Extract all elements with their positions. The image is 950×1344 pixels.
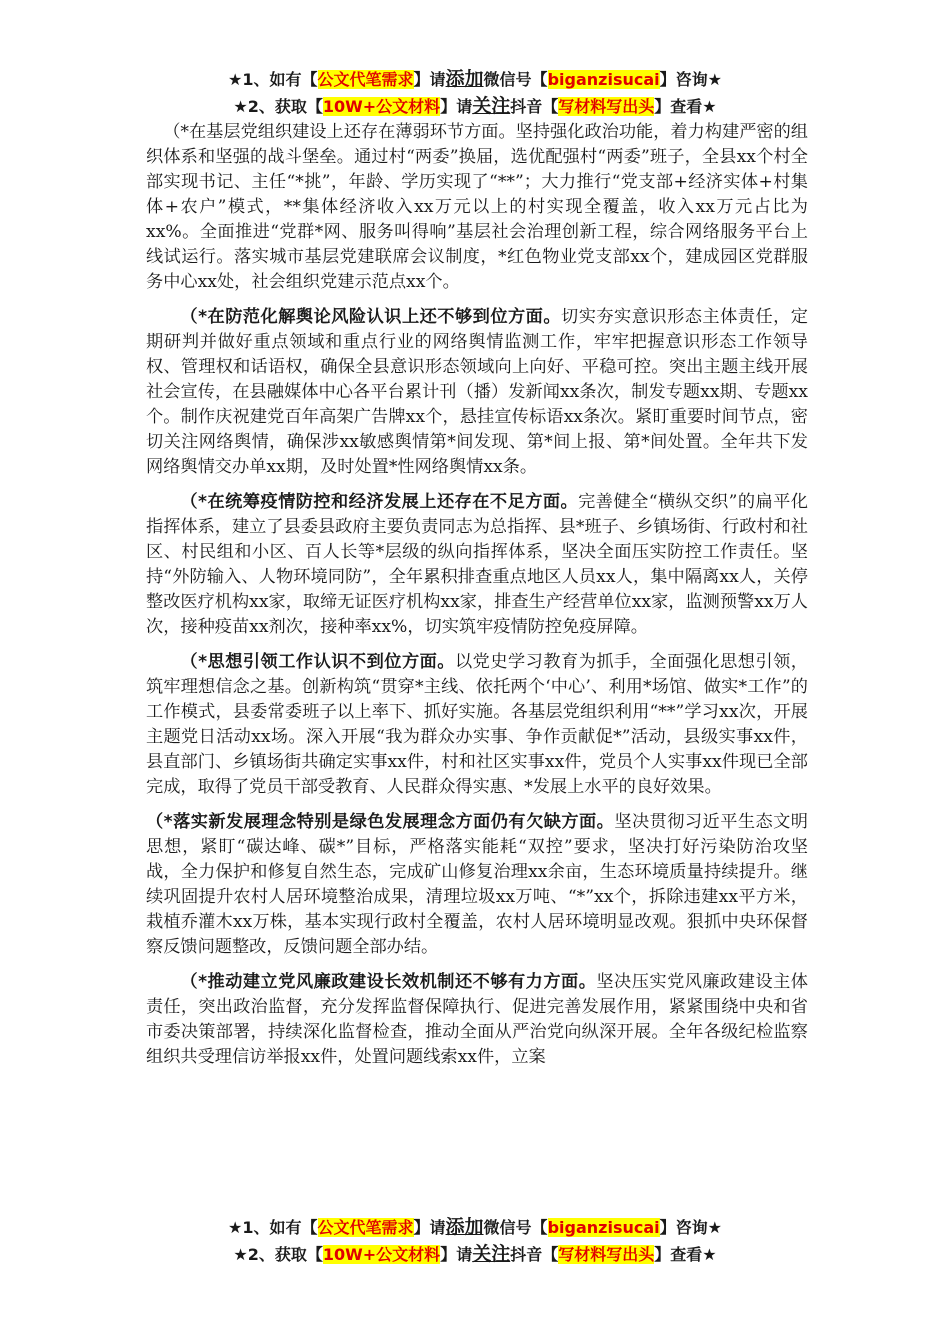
paragraph-heading: （*在统筹疫情防控和经济发展上还存在不足方面。 — [180, 492, 579, 512]
paragraph-heading: （*推动建立党风廉政建设长效机制还不够有力方面。 — [180, 972, 597, 992]
promo-line-1 — [0, 66, 950, 93]
promo-text: 】请 — [413, 1218, 446, 1237]
paragraph-text: 完善健全“横纵交织”的扁平化指挥体系，建立了县委县政府主要负责同志为总指挥、县*班子、乡镇场街、行政村和社区、村民组和小区、百人长等*层级的纵向指挥体系，坚决全面压实防控工作责任。坚持“外防输入、人物环境同防”，全年累积排查重点地区人员xx人，集中隔离xx人，关停整改医疗机构xx家，取缔无证医疗机构xx家，排查生产经营单位xx家，监测预警xx万人次，接种疫苗xx剂次，接种率xx%，切实筑牢疫情防控免疫屏障。 — [146, 492, 808, 637]
promo-text: 】咨询★ — [659, 1218, 722, 1237]
paragraph-5 — [146, 810, 808, 960]
promo-line-2 — [0, 1241, 950, 1268]
paragraph-text: 坚决压实党风廉政建设主体责任，突出政治监督，充分发挥监督保障执行、促进完善发展作用，紧紧围绕中央和省市委决策部署，持续深化监督检查，推动全面从严治党向纵深开展。全年各级纪检监察组织共受理信访举报xx件，处置问题线索xx件，立案 — [146, 972, 808, 1067]
promo-text: 】请 — [440, 1245, 473, 1264]
promo-text: 】请 — [413, 70, 446, 89]
promo-banner-top — [0, 66, 950, 120]
promo-emphasis: 关注 — [472, 95, 511, 117]
promo-text: 微信号【 — [483, 1218, 548, 1237]
paragraph-text: 切实夯实意识形态主体责任，定期研判并做好重点领域和重点行业的网络舆情监测工作，牢牢把握意识形态工作领导权、管理权和话语权，确保全县意识形态领域向上向好、平稳可控。突出主题主线开展社会宣传，在县融媒体中心各平台累计刊（播）发新闻xx条次，制发专题xx期、专题xx个。制作庆祝建党百年高架广告牌xx个，悬挂宣传标语xx条次。紧盯重要时间节点，密切关注网络舆情，确保涉xx敏感舆情第*间发现、第*间上报、第*间处置。全年共下发网络舆情交办单xx期，及时处置*性网络舆情xx条。 — [146, 307, 808, 477]
paragraph-4 — [146, 650, 808, 800]
promo-highlight: biganzisucai — [547, 70, 660, 89]
promo-highlight: 公文代笔需求 — [317, 1218, 414, 1237]
paragraph-6 — [146, 970, 808, 1070]
promo-highlight: 写材料写出头 — [558, 1245, 655, 1264]
promo-text: ★1、如有【 — [228, 1218, 318, 1237]
paragraph-text: （*在基层党组织建设上还存在薄弱环节方面。坚持强化政治功能，着力构建严密的组织体系和坚强的战斗堡垒。通过村“两委”换届，选优配强村“两委”班子，全县xx个村全部实现书记、主任“*挑”，年龄、学历实现了“**”；大力推行“党支部+经济实体+村集体+农户”模式，**集体经济收入xx万元以上的村实现全覆盖，收入xx万元占比为xx%。全面推进“党群*网、服务叫得响”基层社会治理创新工程，综合网络服务平台上线试运行。落实城市基层党建联席会议制度，*红色物业党支部xx个，建成园区党群服务中心xx处，社会组织党建示范点xx个。 — [146, 122, 808, 292]
promo-text: 】请 — [440, 97, 473, 116]
promo-text: 】查看★ — [654, 1245, 717, 1264]
paragraph-heading: （*思想引领工作认识不到位方面。 — [180, 652, 455, 672]
promo-text: 】查看★ — [654, 97, 717, 116]
promo-highlight: 10W+公文材料 — [322, 1245, 441, 1264]
promo-emphasis: 关注 — [472, 1243, 511, 1265]
promo-text: ★1、如有【 — [228, 70, 318, 89]
paragraph-1 — [146, 120, 808, 295]
paragraph-text: 坚决贯彻习近平生态文明思想，紧盯“碳达峰、碳*”目标，严格落实能耗“双控”要求，坚决打好污染防治攻坚战，全力保护和修复自然生态，完成矿山修复治理xx余亩，生态环境质量持续提升。继续巩固提升农村人居环境整治成果，清理垃圾xx万吨、“*”xx个，拆除违建xx平方米，栽植乔灌木xx万株，基本实现行政村全覆盖，农村人居环境明显改观。狠抓中央环保督察反馈问题整改，反馈问题全部办结。 — [146, 812, 808, 957]
promo-highlight: biganzisucai — [547, 1218, 660, 1237]
promo-highlight: 公文代笔需求 — [317, 70, 414, 89]
promo-text: ★2、获取【 — [233, 97, 323, 116]
promo-text: 抖音【 — [510, 1245, 559, 1264]
promo-text: ★2、获取【 — [233, 1245, 323, 1264]
promo-emphasis: 添加 — [445, 68, 484, 90]
paragraph-text: 以党史学习教育为抓手，全面强化思想引领，筑牢理想信念之基。创新构筑“贯穿*主线、依托两个‘中心’、利用*场馆、做实*工作”的工作模式，县委常委班子以上率下、抓好实施。各基层党组织利用“**”学习xx次，开展主题党日活动xx场。深入开展“我为群众办实事、争作贡献促*”活动，县级实事xx件，县直部门、乡镇场街共确定实事xx件，村和社区实事xx件，党员个人实事xx件现已全部完成，取得了党员干部受教育、人民群众得实惠、*发展上水平的良好效果。 — [146, 652, 808, 797]
paragraph-2 — [146, 305, 808, 480]
paragraph-heading: （*在防范化解舆论风险认识上还不够到位方面。 — [180, 307, 562, 327]
document-body — [146, 120, 808, 1080]
promo-highlight: 10W+公文材料 — [322, 97, 441, 116]
promo-banner-bottom — [0, 1214, 950, 1268]
paragraph-heading: （*落实新发展理念特别是绿色发展理念方面仍有欠缺方面。 — [146, 812, 615, 832]
promo-emphasis: 添加 — [445, 1216, 484, 1238]
paragraph-3 — [146, 490, 808, 640]
promo-highlight: 写材料写出头 — [558, 97, 655, 116]
promo-text: 】咨询★ — [659, 70, 722, 89]
promo-text: 微信号【 — [483, 70, 548, 89]
promo-line-2 — [0, 93, 950, 120]
promo-line-1 — [0, 1214, 950, 1241]
promo-text: 抖音【 — [510, 97, 559, 116]
